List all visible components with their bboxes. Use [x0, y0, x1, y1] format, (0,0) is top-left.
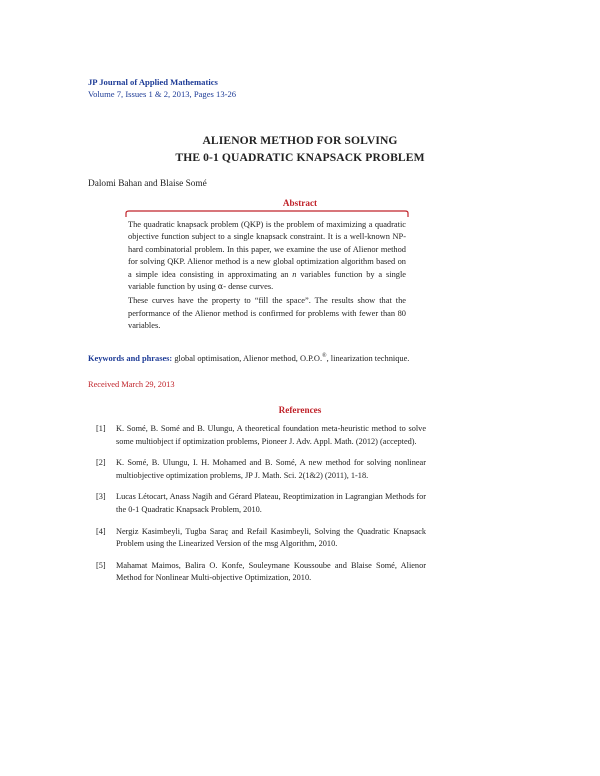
reference-number: [1]: [96, 424, 106, 433]
reference-number: [5]: [96, 560, 106, 570]
paper-title: [0, 132, 600, 166]
abstract-bracket: [125, 210, 409, 218]
reference-text: K. Somé, B. Somé and B. Ulungu, A theoretical foundation meta-heuristic method to solve some multiobject if optimization problems, Pioneer J. Adv. Appl. Math. (2012) (accepted).: [116, 424, 426, 446]
reference-text: Mahamat Maimos, Balira O. Konfe, Souleymane Koussoube and Blaise Somé, Alienor Method for Nonlinear Multi-objective Optimization, 2010.: [116, 560, 426, 583]
abstract-paragraph-1: [128, 219, 406, 293]
reference-list: [96, 423, 426, 594]
abstract-text: The quadratic knapsack problem (QKP) is the problem of maximizing a quadratic objective function subject to a single knapsack constraint. It is a well-known NP-hard combinatorial problem. In this paper, we examine the use of Alienor method for solving QKP. Alienor method is a new global optimization algorithm based on a simple idea consisting in approximating an: [128, 220, 406, 279]
reference-item: [96, 423, 426, 448]
reference-item: [96, 457, 426, 482]
journal-header: [88, 76, 236, 100]
abstract-body: [128, 219, 406, 335]
keywords-text-end: , linearization technique.: [326, 353, 410, 363]
title-line-2: THE 0-1 QUADRATIC KNAPSACK PROBLEM: [175, 151, 425, 164]
title-line-1: ALIENOR METHOD FOR SOLVING: [202, 134, 398, 147]
keywords: [88, 350, 430, 365]
received-date: Received March 29, 2013: [88, 380, 175, 389]
abstract-var-n: n: [292, 269, 297, 279]
registered-mark: ®: [322, 353, 327, 359]
authors: Dalomi Bahan and Blaise Somé: [88, 179, 207, 189]
reference-number: [3]: [96, 492, 106, 502]
abstract-heading: Abstract: [282, 198, 318, 208]
reference-number: [2]: [96, 458, 106, 468]
reference-number: [4]: [96, 526, 106, 536]
reference-item: [96, 491, 426, 516]
abstract-paragraph-2: These curves have the property to “fill the space”. The results show that the performance of the Alienor method is confirmed for problems with fewer than 80 variables.: [128, 296, 406, 331]
reference-text: Nergiz Kasimbeyli, Tugba Saraç and Refail Kasimbeyli, Solving the Quadratic Knapsack Problem using the Linearized Version of the msg Algorithm, 2010.: [116, 526, 426, 549]
references-heading: References: [278, 405, 322, 415]
alpha-symbol: α: [217, 282, 224, 292]
abstract-text: variables function by a single variable function by using: [128, 269, 407, 292]
journal-volume: Volume 7, Issues 1 & 2, 2013, Pages 13-26: [88, 89, 237, 99]
reference-text: Lucas Létocart, Anass Nagih and Gérard Plateau, Reoptimization in Lagrangian Methods for the 0-1 Quadratic Knapsack Problem, 2010.: [116, 492, 426, 514]
reference-item: [96, 526, 426, 551]
abstract-text: - dense curves.: [223, 282, 274, 292]
keywords-text: global optimisation, Alienor method, O.P.O.: [174, 353, 323, 363]
keywords-label: Keywords and phrases:: [88, 353, 173, 363]
reference-text: K. Somé, B. Ulungu, I. H. Mohamed and B. Somé, A new method for solving nonlinear multiobjective optimization problems, JP J. Math. Sci. 2(1&2) (2011), 1-18.: [116, 458, 426, 480]
reference-item: [96, 560, 426, 585]
journal-name: JP Journal of Applied Mathematics: [88, 77, 218, 87]
